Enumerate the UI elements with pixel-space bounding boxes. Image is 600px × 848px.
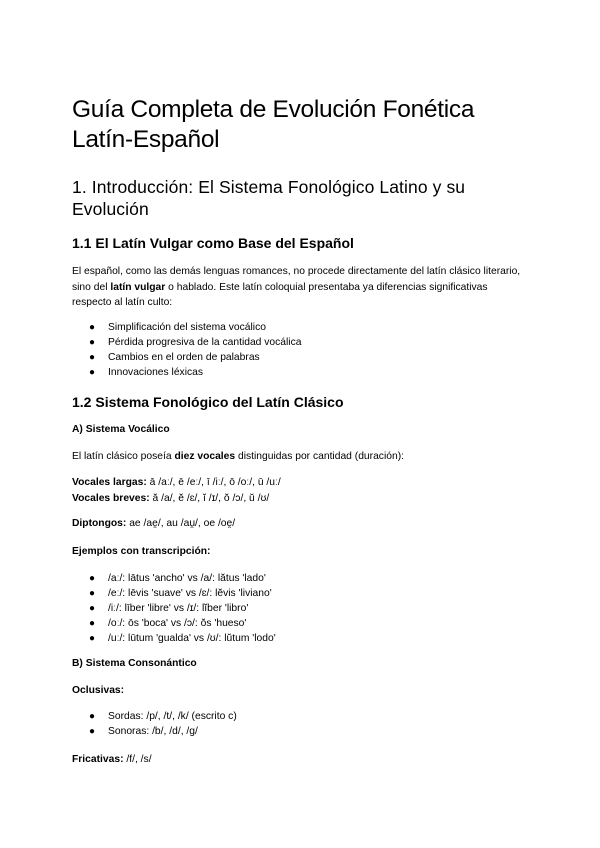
short-vowels-value: ă /a/, ĕ /ɛ/, ĭ /ɪ/, ŏ /ɔ/, ŭ /ʊ/ xyxy=(149,492,270,504)
consonant-system-heading: B) Sistema Consonántico xyxy=(72,658,197,669)
diphthongs-line xyxy=(72,516,528,532)
bullet-icon: ● xyxy=(89,337,96,348)
diphthongs-value: ae /ae̯/, au /au̯/, oe /oe̯/ xyxy=(126,518,236,529)
list-item: ● /iː/: līber 'libre' vs /ɪ/: lĭber 'libro' xyxy=(89,603,249,614)
paragraph-text-1: El español, como las demás lenguas romances, no procede directamente del latín clásico literario, sino del xyxy=(72,266,521,293)
short-vowels-label: Vocales breves: xyxy=(72,492,150,504)
document-title-block xyxy=(72,95,528,155)
occlusives-list-block xyxy=(72,709,528,739)
examples-list xyxy=(72,571,528,646)
vulgar-features-list-block xyxy=(72,320,528,380)
list-item: ● Pérdida progresiva de la cantidad vocálica xyxy=(89,337,302,348)
diphthongs-block xyxy=(72,516,528,532)
list-item: ● /eː/: lēvis 'suave' vs /ɛ/: lĕvis 'liviano' xyxy=(89,588,272,599)
bullet-icon: ● xyxy=(89,726,96,737)
bullet-icon: ● xyxy=(89,352,96,363)
vowel-system-heading: A) Sistema Vocálico xyxy=(72,424,170,435)
list-item: ● /oː/: ōs 'boca' vs /ɔ/: ŏs 'hueso' xyxy=(89,618,247,629)
vowel-intro-block xyxy=(72,449,528,465)
bullet-icon: ● xyxy=(89,322,96,333)
bullet-icon: ● xyxy=(89,573,96,584)
fricatives-label: Fricativas: xyxy=(72,754,124,765)
long-vowels-value: ā /aː/, ē /eː/, ī /iː/, ō /oː/, ū /uː/ xyxy=(146,477,281,488)
bullet-icon: ● xyxy=(89,711,96,722)
examples-label: Ejemplos con transcripción: xyxy=(72,546,211,557)
ten-vowels-emphasis: diez vocales xyxy=(174,451,236,462)
list-item: ● /aː/: lātus 'ancho' vs /a/: lătus 'lado' xyxy=(89,573,266,584)
fricatives-line xyxy=(72,752,528,768)
list-item: ● Sonoras: /b/, /d/, /g/ xyxy=(89,726,198,737)
list-item: ● Simplificación del sistema vocálico xyxy=(89,322,266,333)
list-item: ● Innovaciones léxicas xyxy=(89,367,204,378)
examples-label-block xyxy=(72,544,528,560)
vowel-system-heading-block xyxy=(72,422,528,438)
occlusives-label-block xyxy=(72,683,528,699)
subsection-1-2-heading: 1.2 Sistema Fonológico del Latín Clásico xyxy=(72,394,344,410)
bullet-icon: ● xyxy=(89,367,96,378)
vowel-intro-paragraph: El latín clásico poseía diez vocales distinguidas por cantidad (duración): xyxy=(72,451,404,462)
document-title: Guía Completa de Evolución Fonética Latín-Español xyxy=(72,96,475,153)
occlusives-label: Oclusivas: xyxy=(72,685,125,696)
subsection-1-2-heading-block xyxy=(72,393,528,411)
short-vowels-line xyxy=(72,491,528,507)
section-1-heading: 1. Introducción: El Sistema Fonológico Latino y su Evolución xyxy=(72,177,466,219)
consonant-system-heading-block xyxy=(72,656,528,672)
subsection-1-1-heading-block xyxy=(72,234,528,252)
bullet-icon: ● xyxy=(89,618,96,629)
diphthongs-label: Diptongos: xyxy=(72,518,127,529)
fricatives-value: /f/, /s/ xyxy=(123,754,152,765)
long-vowels-label: Vocales largas: xyxy=(72,477,147,488)
list-item: ● Sordas: /p/, /t/, /k/ (escrito c) xyxy=(89,711,237,722)
list-item: ● Cambios en el orden de palabras xyxy=(89,352,260,363)
paragraph-text-2: o hablado. Este latín coloquial presentaba ya diferencias significativas respecto al latín culto: xyxy=(72,281,488,308)
latin-vulgar-paragraph xyxy=(72,264,528,311)
subsection-1-1-heading: 1.1 El Latín Vulgar como Base del Español xyxy=(72,235,354,251)
occlusives-list xyxy=(72,709,528,739)
vowel-lists-block xyxy=(72,475,528,506)
list-item: ● /uː/: lūtum 'gualda' vs /ʊ/: lŭtum 'lodo' xyxy=(89,633,276,644)
latin-vulgar-emphasis: latín vulgar xyxy=(110,281,166,293)
long-vowels-line xyxy=(72,475,528,491)
bullet-icon: ● xyxy=(89,588,96,599)
examples-list-block xyxy=(72,571,528,646)
vulgar-features-list xyxy=(72,320,528,380)
bullet-icon: ● xyxy=(89,603,96,614)
subsection-1-1-paragraph-block xyxy=(72,264,528,311)
fricatives-block xyxy=(72,752,528,768)
bullet-icon: ● xyxy=(89,633,96,644)
section-1-heading-block xyxy=(72,176,528,220)
